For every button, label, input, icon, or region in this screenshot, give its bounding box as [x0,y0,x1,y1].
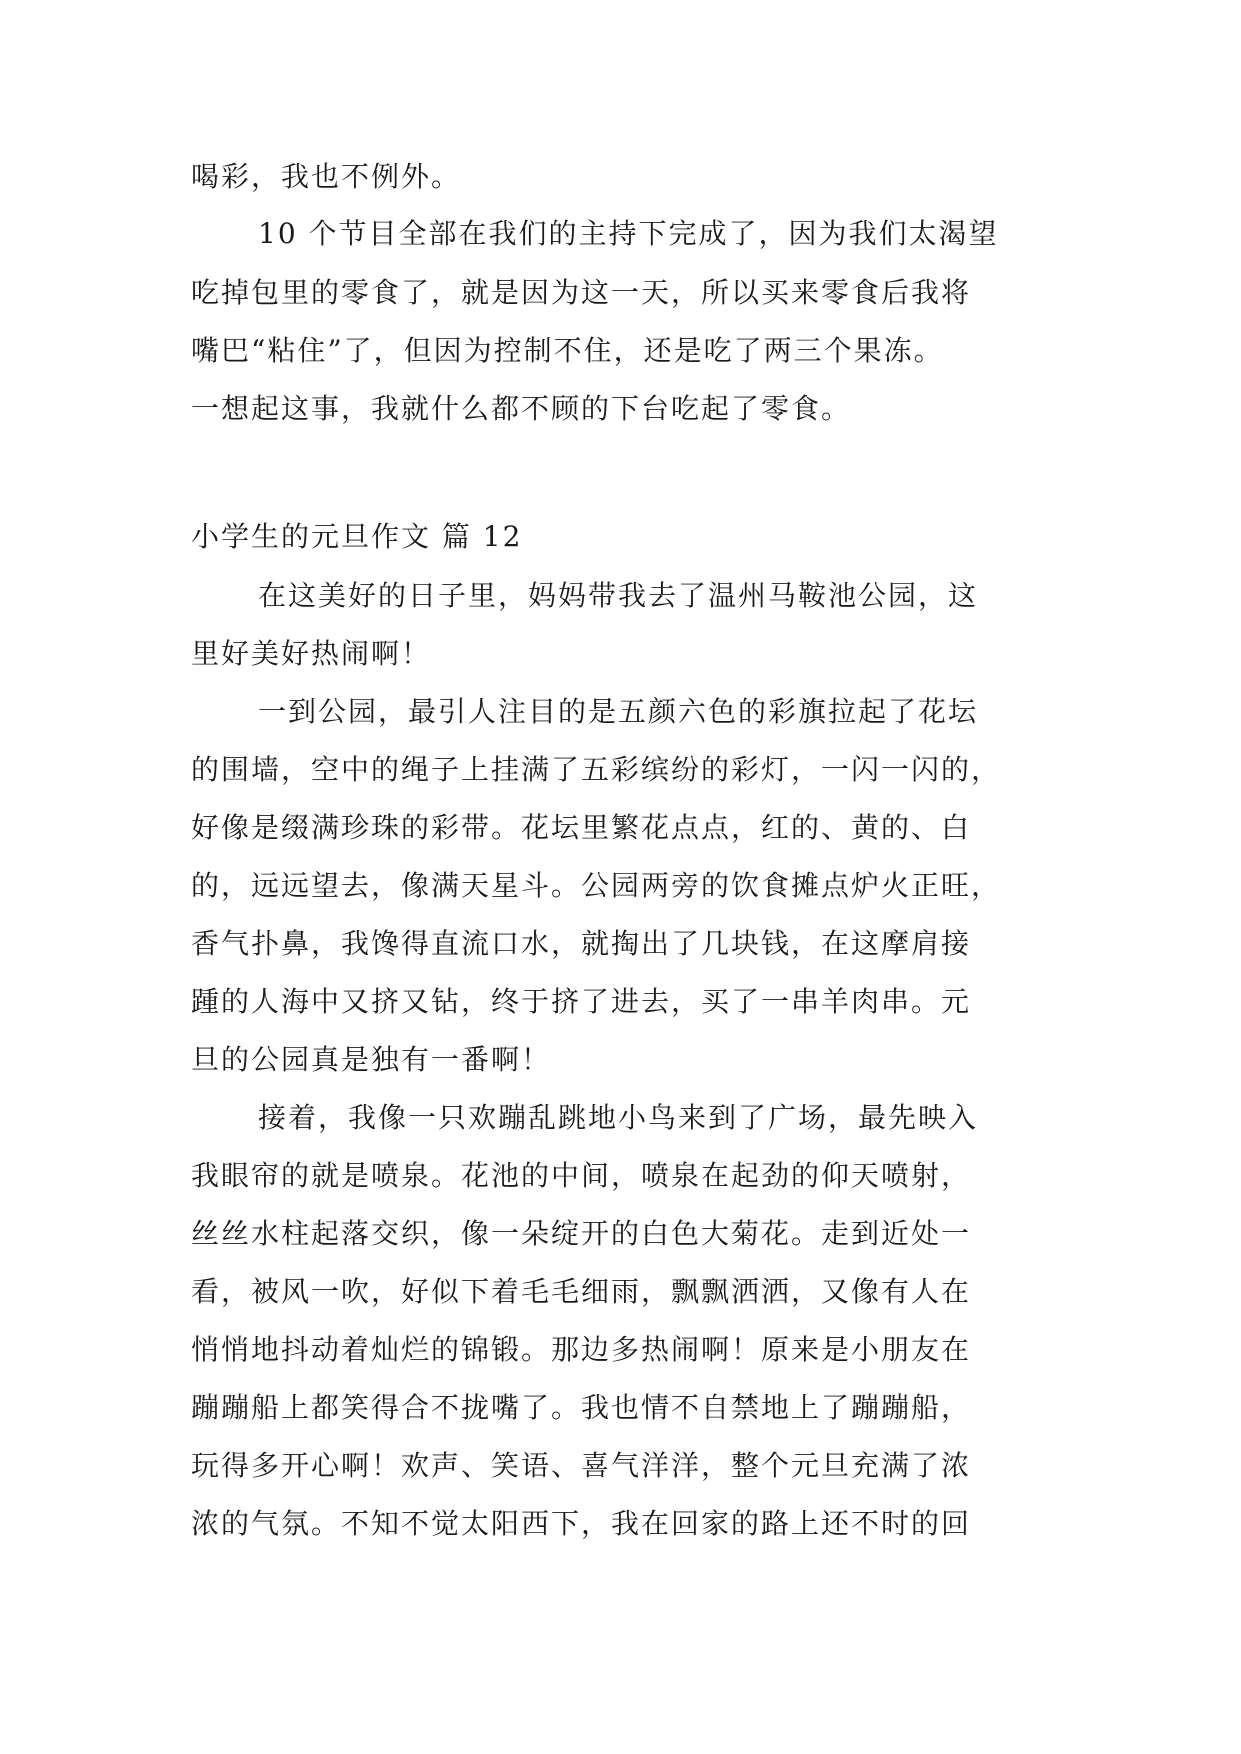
text-line: 的围墙，空中的绳子上挂满了五彩缤纷的彩灯，一闪一闪的， [191,753,1002,786]
text-line: 踵的人海中又挤又钻，终于挤了进去，买了一串羊肉串。元 [191,985,972,1018]
text-line: 的，远远望去，像满天星斗。公园两旁的饮食摊点炉火正旺， [191,869,1002,902]
text-line: 一到公园，最引人注目的是五颜六色的彩旗拉起了花坛 [258,695,979,728]
text-line: 10 个节目全部在我们的主持下完成了，因为我们太渴望 [258,217,999,250]
text-line: 吃掉包里的零食了，就是因为这一天，所以买来零食后我将 [191,276,972,309]
text-line: 我眼帘的就是喷泉。花池的中间，喷泉在起劲的仰天喷射， [191,1159,972,1192]
text-line: 旦的公园真是独有一番啊！ [191,1043,552,1076]
section-heading: 小学生的元旦作文 篇 12 [191,520,523,553]
text-line: 丝丝水柱起落交织，像一朵绽开的白色大菊花。走到近处一 [191,1217,972,1250]
text-line: 在这美好的日子里，妈妈带我去了温州马鞍池公园，这 [258,579,979,612]
text-line: 浓的气氛。不知不觉太阳西下，我在回家的路上还不时的回 [191,1507,972,1540]
text-line: 好像是缀满珍珠的彩带。花坛里繁花点点，红的、黄的、白 [191,811,972,844]
text-line: 蹦蹦船上都笑得合不拢嘴了。我也情不自禁地上了蹦蹦船， [191,1391,972,1424]
text-line: 接着，我像一只欢蹦乱跳地小鸟来到了广场，最先映入 [258,1101,979,1134]
text-line: 香气扑鼻，我馋得直流口水，就掏出了几块钱，在这摩肩接 [191,927,972,960]
text-line: 嘴巴“粘住”了，但因为控制不住，还是吃了两三个果冻。 [191,334,944,367]
text-line: 看，被风一吹，好似下着毛毛细雨，飘飘洒洒，又像有人在 [191,1275,972,1308]
text-line: 一想起这事，我就什么都不顾的下台吃起了零食。 [191,392,852,425]
text-line: 喝彩，我也不例外。 [191,160,462,193]
text-line: 里好美好热闹啊！ [191,637,432,670]
text-line: 玩得多开心啊！欢声、笑语、喜气洋洋，整个元旦充满了浓 [191,1449,972,1482]
text-line: 悄悄地抖动着灿烂的锦锻。那边多热闹啊！原来是小朋友在 [191,1333,972,1366]
